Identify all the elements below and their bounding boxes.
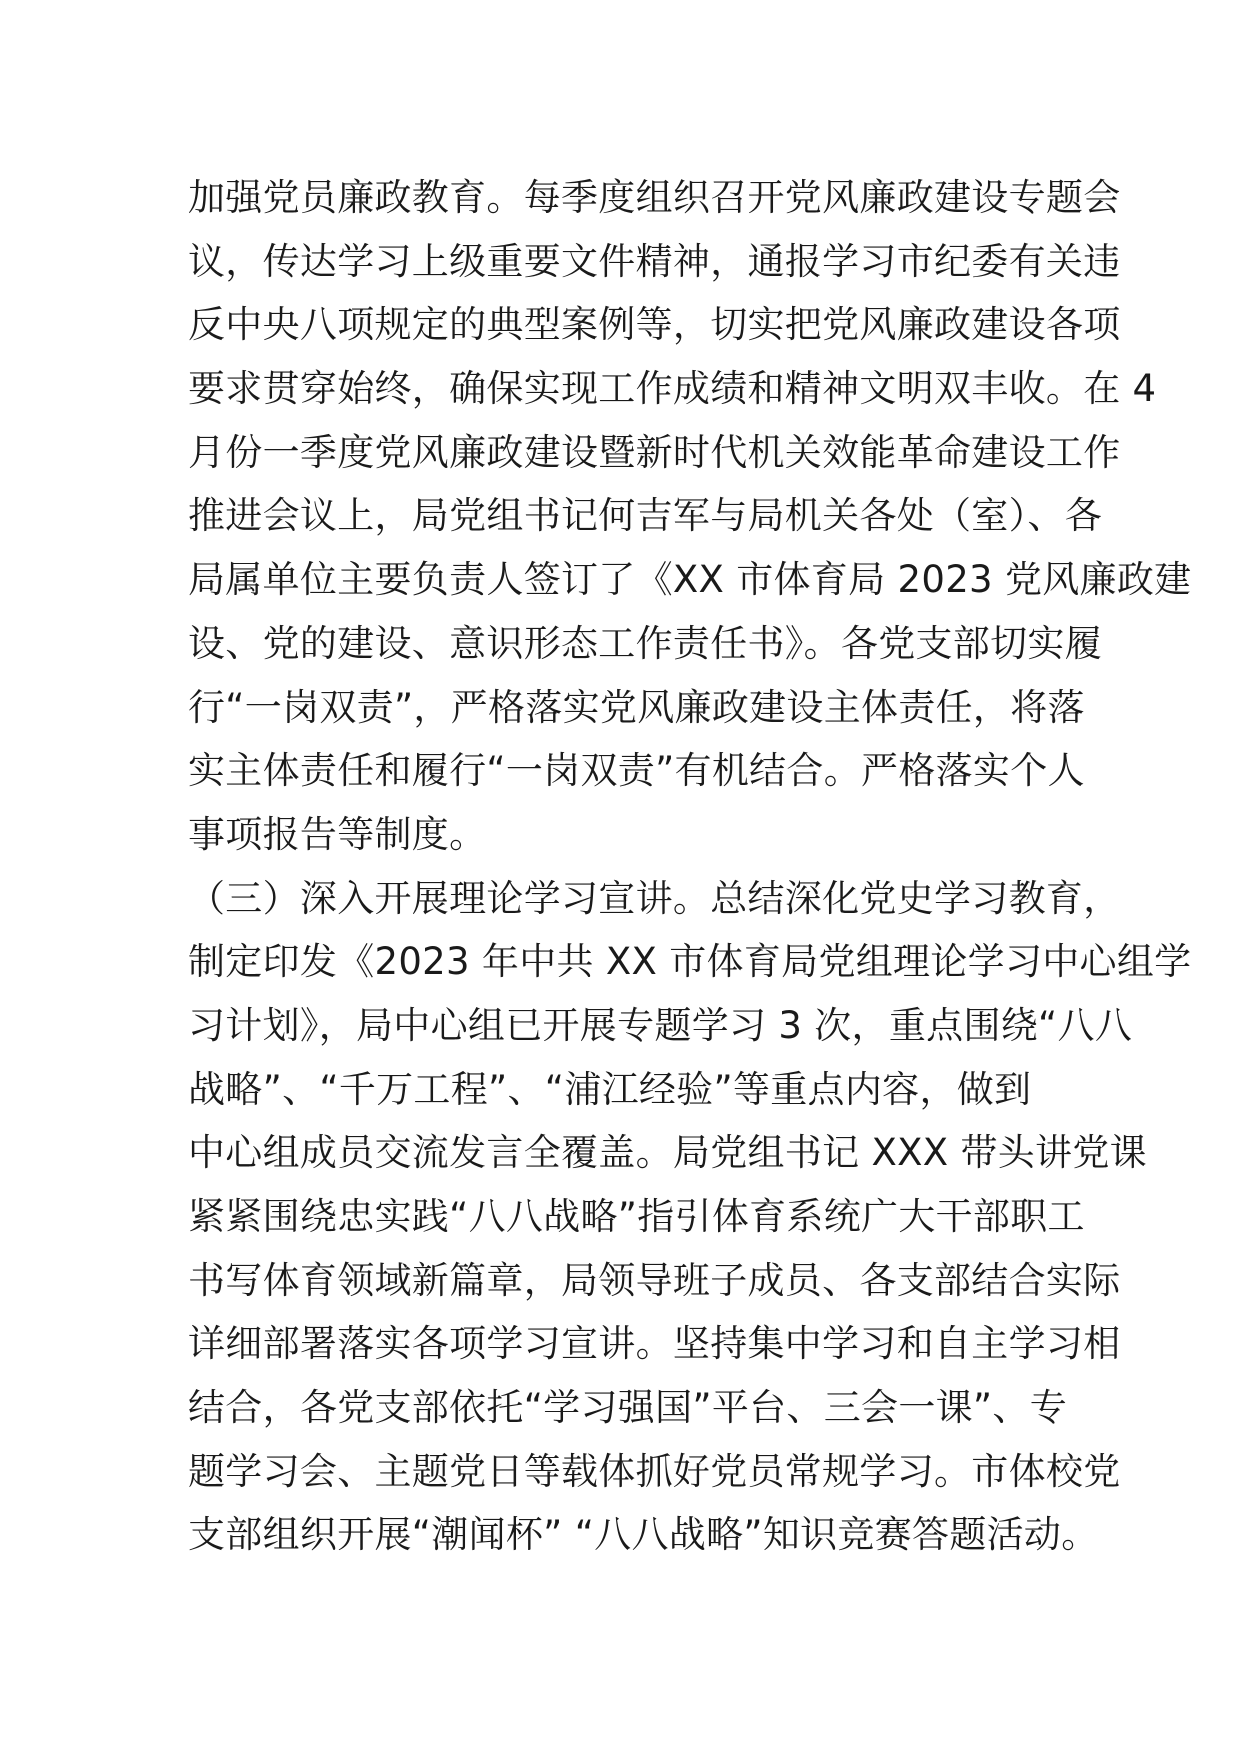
text-line: 事项报告等制度。: [188, 812, 487, 856]
text-line: 议，传达学习上级重要文件精神，通报学习市纪委有关违: [188, 239, 1121, 283]
text-line: 加强党员廉政教育。每季度组织召开党风廉政建设专题会: [188, 176, 1121, 219]
text-line: 书写体育领域新篇章，局领导班子成员、各支部结合实际: [188, 1258, 1121, 1302]
text-line: 详细部署落实各项学习宣讲。坚持集中学习和自主学习相: [188, 1322, 1121, 1366]
text-line: 实主体责任和履行“一岗双责”有机结合。严格落实个人: [188, 749, 1085, 793]
text-line: 局属单位主要负责人签订了《XX 市体育局 2023 党风廉政建: [188, 558, 1192, 602]
text-line: 支部组织开展“潮闻杯” “八八战略”知识竞赛答题活动。: [188, 1513, 1099, 1557]
text-line: 题学习会、主题党日等载体抓好党员常规学习。市体校党: [188, 1449, 1121, 1493]
text-line: 设、党的建设、意识形态工作责任书》。各党支部切实履: [188, 621, 1102, 665]
body-text: [188, 166, 1192, 1567]
section-heading-line: （三）深入开展理论学习宣讲。总结深化党史学习教育，: [188, 876, 1121, 920]
text-line: 紧紧围绕忠实践“八八战略”指引体育系统广大干部职工: [188, 1195, 1085, 1238]
text-line: 月份一季度党风廉政建设暨新时代机关效能革命建设工作: [188, 430, 1121, 474]
text-line: 推进会议上，局党组书记何吉军与局机关各处（室）、各: [188, 494, 1102, 538]
text-line: 制定印发《2023 年中共 XX 市体育局党组理论学习中心组学: [188, 940, 1192, 984]
text-line: 战略”、“千万工程”、“浦江经验”等重点内容，做到: [188, 1067, 1032, 1111]
text-line: 习计划》，局中心组已开展专题学习 3 次，重点围绕“八八: [188, 1003, 1133, 1047]
text-line: 要求贯穿始终，确保实现工作成绩和精神文明双丰收。在 4: [188, 367, 1157, 411]
text-line: 反中央八项规定的典型案例等，切实把党风廉政建设各项: [188, 303, 1121, 347]
text-line: 中心组成员交流发言全覆盖。局党组书记 XXX 带头讲党课: [188, 1131, 1147, 1175]
text-line: 行“一岗双责”，严格落实党风廉政建设主体责任，将落: [188, 685, 1085, 729]
text-line: 结合，各党支部依托“学习强国”平台、三会一课”、专: [188, 1386, 1068, 1430]
